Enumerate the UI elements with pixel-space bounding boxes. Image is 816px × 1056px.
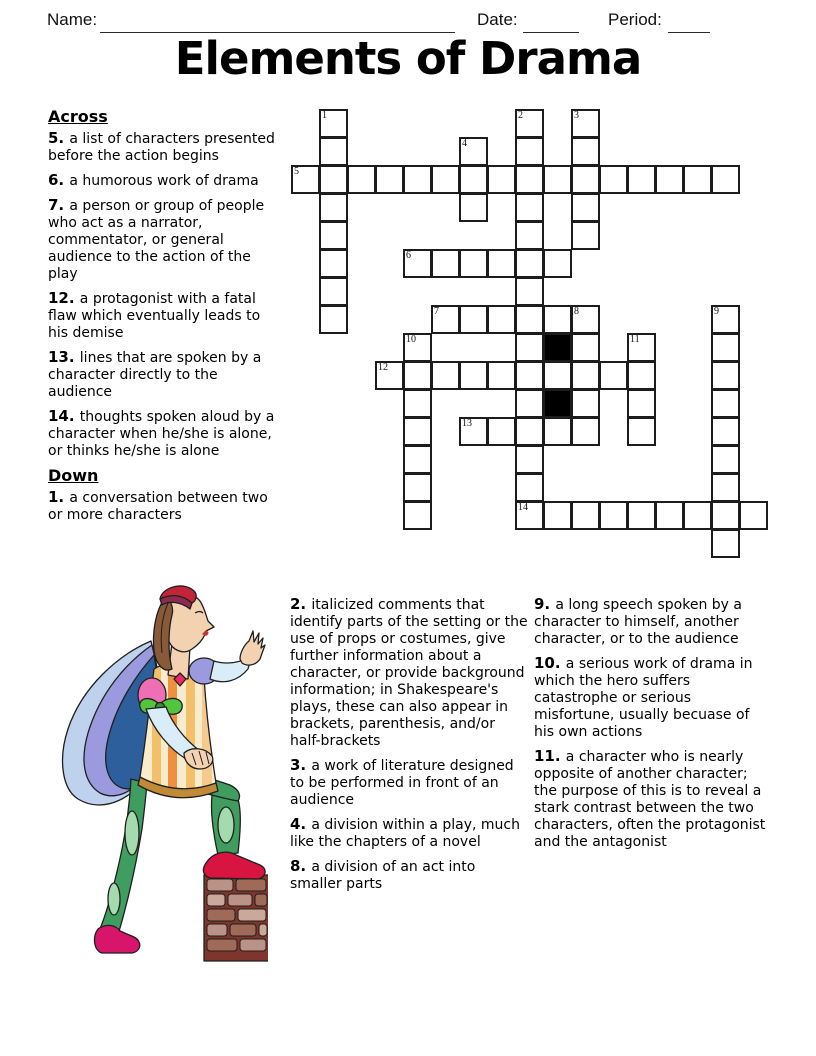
grid-cell[interactable] [459, 305, 488, 334]
across-heading: Across [48, 107, 108, 126]
down-clues-3 [534, 596, 770, 851]
left-shin-highlight [108, 883, 120, 915]
clue-5: 5. a list of characters presented before the action begins [48, 129, 275, 164]
clue-number: 10. [534, 654, 566, 672]
grid-cell[interactable] [431, 361, 460, 390]
brick [207, 879, 233, 891]
clue-number: 12. [48, 289, 80, 307]
cell-number: 1 [322, 110, 327, 121]
grid-cell[interactable] [599, 361, 628, 390]
clue-number: 4. [290, 815, 312, 833]
grid-cell[interactable] [403, 473, 432, 502]
grid-cell[interactable] [711, 389, 740, 418]
worksheet-header [0, 8, 816, 34]
grid-cell[interactable] [515, 389, 544, 418]
clue-3: 3. a work of literature designed to be performed in front of an audience [290, 756, 514, 808]
cell-number: 4 [462, 138, 467, 149]
brick [230, 924, 256, 936]
grid-cell[interactable] [459, 417, 488, 446]
grid-cell[interactable] [655, 165, 684, 194]
grid-cell[interactable] [403, 501, 432, 530]
grid-cell[interactable] [487, 305, 516, 334]
grid-cell[interactable] [431, 249, 460, 278]
cell-number: 8 [574, 306, 579, 317]
across-clues [48, 130, 282, 460]
grid-cell[interactable] [571, 501, 600, 530]
clues-right-column [534, 596, 770, 858]
date-blank-line[interactable] [523, 8, 579, 33]
brick [238, 909, 266, 921]
grid-cell[interactable] [515, 193, 544, 222]
clue-number: 9. [534, 595, 556, 613]
grid-cell[interactable] [515, 137, 544, 166]
clue-number: 8. [290, 857, 312, 875]
grid-cell[interactable] [711, 333, 740, 362]
clue-2: 2. italicized comments that identify parts of the setting or the use of props or costumes, give further information about a character, or provide background information; in Shakespeare's plays, these can also appear in brackets, parenthesis, and/or half-brackets [290, 595, 528, 749]
grid-cell[interactable] [515, 473, 544, 502]
grid-cell[interactable] [543, 417, 572, 446]
brick [207, 939, 237, 951]
grid-cell[interactable] [459, 361, 488, 390]
clue-8: 8. a division of an act into smaller parts [290, 857, 476, 892]
left-shoe [95, 925, 140, 953]
grid-cell[interactable] [319, 137, 348, 166]
grid-cell[interactable] [599, 165, 628, 194]
grid-cell[interactable] [487, 361, 516, 390]
grid-cell[interactable] [711, 501, 740, 530]
grid-cell[interactable] [319, 249, 348, 278]
clue-number: 14. [48, 407, 80, 425]
grid-cell[interactable] [319, 277, 348, 306]
grid-cell[interactable] [627, 361, 656, 390]
grid-cell[interactable] [571, 389, 600, 418]
down-heading: Down [48, 466, 99, 485]
clue-number: 7. [48, 196, 70, 214]
right-hand [240, 631, 265, 665]
clue-6: 6. a humorous work of drama [48, 171, 259, 189]
cell-number: 14 [518, 502, 528, 513]
right-shoe [203, 852, 265, 879]
grid-cell[interactable] [515, 333, 544, 362]
cell-number: 5 [294, 166, 299, 177]
grid-cell[interactable] [627, 501, 656, 530]
cell-number: 6 [406, 250, 411, 261]
actor-illustration [56, 583, 268, 968]
grid-cell[interactable] [711, 165, 740, 194]
clue-4: 4. a division within a play, much like the chapters of a novel [290, 815, 520, 850]
name-blank-line[interactable] [100, 8, 455, 33]
grid-cell[interactable] [403, 333, 432, 362]
grid-cell[interactable] [683, 501, 712, 530]
grid-cell[interactable] [571, 165, 600, 194]
cell-number: 7 [434, 306, 439, 317]
grid-cell[interactable] [571, 137, 600, 166]
grid-cell[interactable] [459, 165, 488, 194]
grid-cell-black [543, 333, 572, 362]
grid-cell[interactable] [319, 305, 348, 334]
brick [207, 894, 225, 906]
grid-cell[interactable] [711, 417, 740, 446]
grid-cell[interactable] [711, 445, 740, 474]
date-label: Date: [477, 10, 518, 29]
period-label: Period: [608, 10, 662, 29]
grid-cell[interactable] [319, 221, 348, 250]
down-clues-2 [290, 596, 528, 893]
grid-cell[interactable] [711, 361, 740, 390]
cell-number: 2 [518, 110, 523, 121]
right-calf-highlight [218, 807, 234, 843]
clue-12: 12. a protagonist with a fatal flaw which eventually leads to his demise [48, 289, 261, 341]
grid-cell[interactable] [319, 109, 348, 138]
grid-cell[interactable] [543, 361, 572, 390]
grid-cell[interactable] [431, 305, 460, 334]
grid-cell[interactable] [459, 193, 488, 222]
brick [228, 894, 252, 906]
brick [207, 909, 235, 921]
period-blank-line[interactable] [668, 8, 710, 33]
clue-1: 1. a conversation between two or more characters [48, 488, 268, 523]
grid-cell[interactable] [655, 501, 684, 530]
grid-cell[interactable] [571, 333, 600, 362]
grid-cell[interactable] [515, 249, 544, 278]
grid-cell[interactable] [375, 361, 404, 390]
clue-10: 10. a serious work of drama in which the hero suffers catastrophe or serious misfortune, usually becuase of his own actions [534, 654, 753, 740]
down-clues-1 [48, 489, 282, 524]
grid-cell[interactable] [571, 417, 600, 446]
cell-number: 9 [714, 306, 719, 317]
grid-cell[interactable] [543, 249, 572, 278]
grid-cell[interactable] [515, 417, 544, 446]
grid-cell[interactable] [543, 501, 572, 530]
grid-cell[interactable] [487, 417, 516, 446]
grid-cell[interactable] [683, 165, 712, 194]
grid-cell[interactable] [543, 165, 572, 194]
grid-cell[interactable] [571, 305, 600, 334]
clue-13: 13. lines that are spoken by a character directly to the audience [48, 348, 262, 400]
grid-cell[interactable] [627, 333, 656, 362]
brick [207, 924, 227, 936]
clue-7: 7. a person or group of people who act as a narrator, commentator, or general audience to the action of the play [48, 196, 265, 282]
brick [259, 924, 267, 936]
clue-14: 14. thoughts spoken aloud by a character when he/she is alone, or thinks he/she is alone [48, 407, 275, 459]
grid-cell[interactable] [459, 249, 488, 278]
grid-cell[interactable] [403, 445, 432, 474]
grid-cell[interactable] [711, 305, 740, 334]
cell-number: 11 [630, 334, 640, 345]
grid-cell[interactable] [515, 361, 544, 390]
clue-9: 9. a long speech spoken by a character to himself, another character, or to the audience [534, 595, 742, 647]
brick [236, 879, 266, 891]
grid-cell[interactable] [347, 165, 376, 194]
grid-cell[interactable] [403, 249, 432, 278]
grid-cell[interactable] [515, 445, 544, 474]
grid-cell[interactable] [403, 361, 432, 390]
clues-left-column [48, 108, 282, 531]
grid-cell[interactable] [515, 221, 544, 250]
clue-number: 1. [48, 488, 70, 506]
grid-cell[interactable] [515, 277, 544, 306]
grid-cell[interactable] [515, 109, 544, 138]
clue-number: 11. [534, 747, 566, 765]
grid-cell[interactable] [627, 389, 656, 418]
grid-cell[interactable] [403, 389, 432, 418]
cell-number: 3 [574, 110, 579, 121]
clue-number: 3. [290, 756, 312, 774]
clue-number: 13. [48, 348, 80, 366]
brick [240, 939, 266, 951]
grid-cell[interactable] [403, 165, 432, 194]
brick [255, 894, 267, 906]
hair [153, 599, 172, 670]
grid-cell[interactable] [319, 193, 348, 222]
grid-cell[interactable] [459, 137, 488, 166]
grid-cell[interactable] [627, 165, 656, 194]
clue-number: 2. [290, 595, 312, 613]
grid-cell-black [543, 389, 572, 418]
grid-cell[interactable] [431, 165, 460, 194]
name-label: Name: [47, 10, 98, 29]
grid-cell[interactable] [711, 529, 740, 558]
grid-cell[interactable] [515, 501, 544, 530]
grid-cell[interactable] [515, 165, 544, 194]
grid-cell[interactable] [291, 165, 320, 194]
clue-number: 5. [48, 129, 70, 147]
cell-number: 10 [406, 334, 416, 345]
grid-cell[interactable] [739, 501, 768, 530]
grid-cell[interactable] [543, 305, 572, 334]
grid-cell[interactable] [403, 417, 432, 446]
page-title: Elements of Drama [174, 32, 642, 85]
clues-middle-column [290, 596, 528, 900]
grid-cell[interactable] [599, 501, 628, 530]
grid-cell[interactable] [571, 361, 600, 390]
clue-11: 11. a character who is nearly opposite of another character; the purpose of this is to reveal a stark contrast between the two characters, often the protagonist and the antagonist [534, 747, 766, 850]
grid-cell[interactable] [711, 473, 740, 502]
grid-cell[interactable] [515, 305, 544, 334]
grid-cell[interactable] [571, 109, 600, 138]
grid-cell[interactable] [571, 193, 600, 222]
cell-number: 13 [462, 418, 472, 429]
left-leg-highlight [125, 811, 139, 855]
cell-number: 12 [378, 362, 388, 373]
clue-number: 6. [48, 171, 70, 189]
grid-cell[interactable] [487, 165, 516, 194]
grid-cell[interactable] [487, 249, 516, 278]
grid-cell[interactable] [375, 165, 404, 194]
grid-cell[interactable] [627, 417, 656, 446]
grid-cell[interactable] [319, 165, 348, 194]
grid-cell[interactable] [571, 221, 600, 250]
